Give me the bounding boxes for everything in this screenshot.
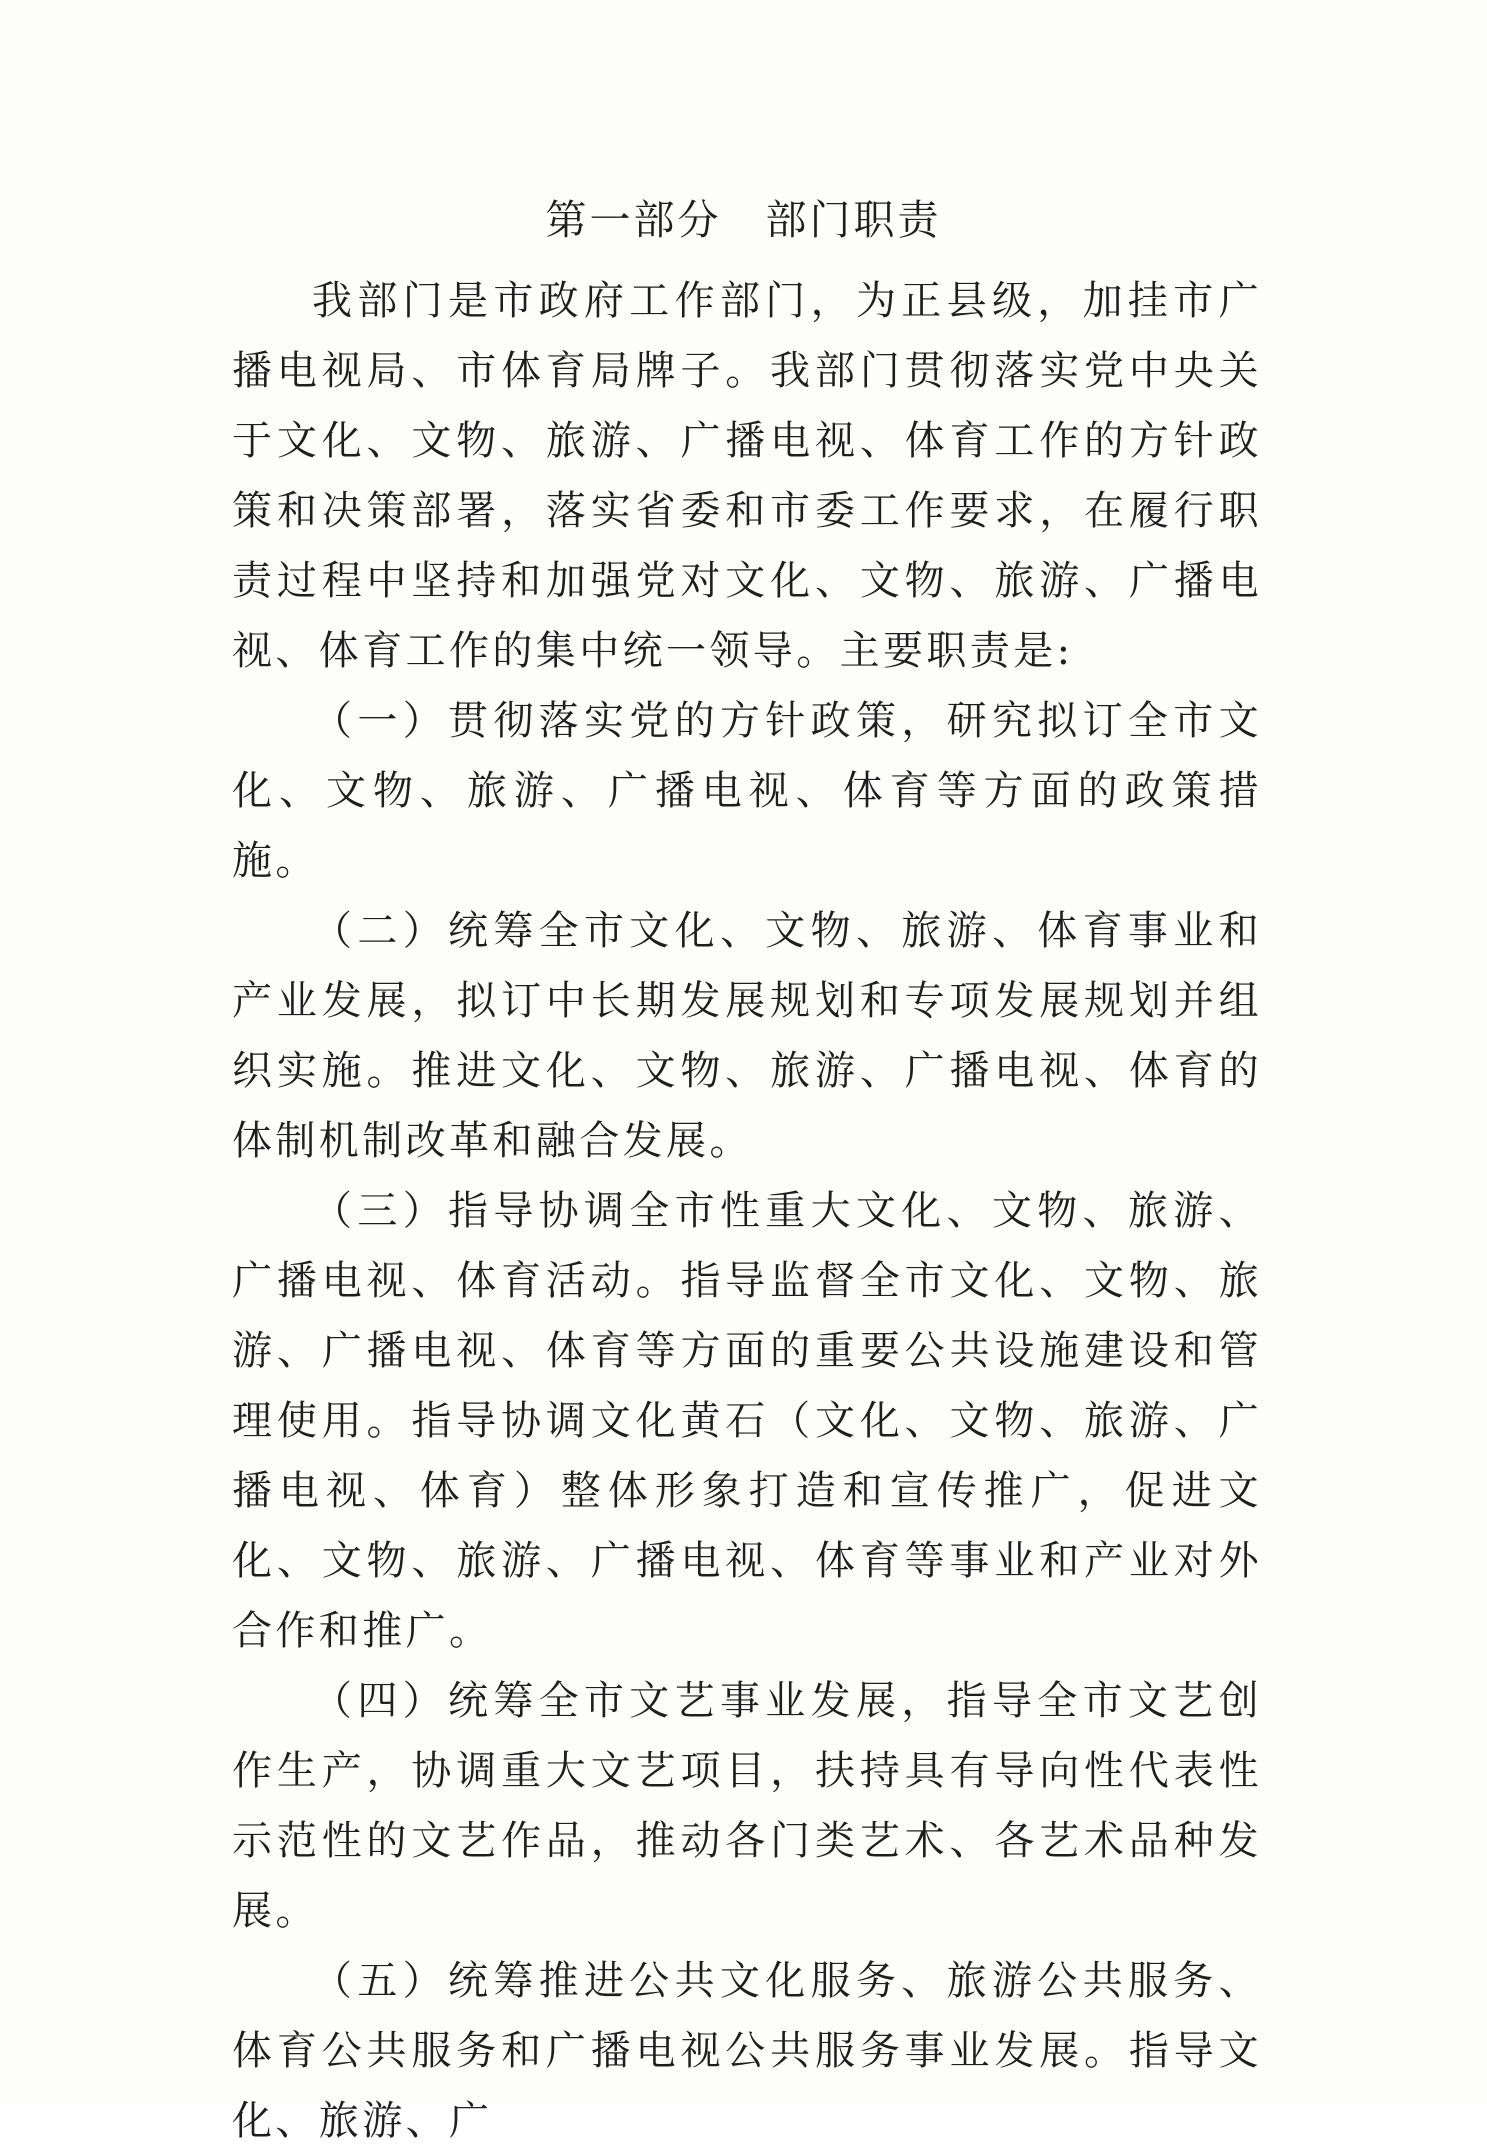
paragraph-duty-2: （二）统筹全市文化、文物、旅游、体育事业和产业发展，拟订中长期发展规划和专项发展规划并组织实施。推进文化、文物、旅游、广播电视、体育的体制机制改革和融合发展。	[232, 908, 1262, 1164]
document-body	[232, 266, 1262, 2156]
paragraph-duty-3: （三）指导协调全市性重大文化、文物、旅游、广播电视、体育活动。指导监督全市文化、文物、旅游、广播电视、体育等方面的重要公共设施建设和管理使用。指导协调文化黄石（文化、文物、旅游、广播电视、体育）整体形象打造和宣传推广，促进文化、文物、旅游、广播电视、体育等事业和产业对外合作和推广。	[232, 1188, 1262, 1654]
paragraph-duty-4: （四）统筹全市文艺事业发展，指导全市文艺创作生产，协调重大文艺项目，扶持具有导向性代表性示范性的文艺作品，推动各门类艺术、各艺术品种发展。	[232, 1678, 1262, 1934]
paragraph-intro: 我部门是市政府工作部门，为正县级，加挂市广播电视局、市体育局牌子。我部门贯彻落实党中央关于文化、文物、旅游、广播电视、体育工作的方针政策和决策部署，落实省委和市委工作要求，在履行职责过程中坚持和加强党对文化、文物、旅游、广播电视、体育工作的集中统一领导。主要职责是:	[232, 278, 1262, 674]
section-title: 第一部分 部门职责	[545, 196, 942, 244]
paragraph-duty-5: （五）统筹推进公共文化服务、旅游公共服务、体育公共服务和广播电视公共服务事业发展。指导文化、旅游、广	[232, 1958, 1262, 2144]
paragraph-duty-1: （一）贯彻落实党的方针政策，研究拟订全市文化、文物、旅游、广播电视、体育等方面的政策措施。	[232, 698, 1262, 884]
